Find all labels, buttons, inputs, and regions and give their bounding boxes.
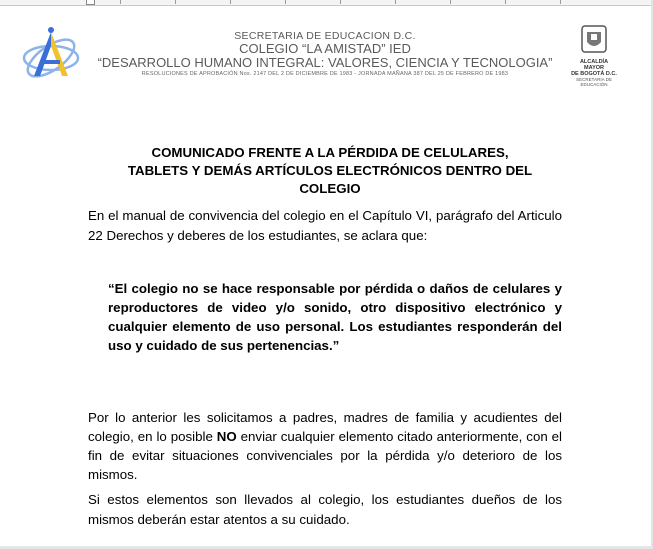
secretaria-line: SECRETARIA DE EDUCACION D.C.	[234, 30, 416, 42]
ruler-tick	[340, 0, 341, 4]
intro-paragraph: En el manual de convivencia del colegio en el Capítulo VI, parágrafo del Articulo 22 Derechos y deberes de los estudiantes, se aclara que:	[88, 208, 562, 243]
ruler-tick	[505, 0, 506, 4]
ruler-tick	[450, 0, 451, 4]
resolutions-line: RESOLUCIONES DE APROBACIÓN Nos. 2147 DEL 2 DE DICIEMBRE DE 1983 - JORNADA MAÑANA 387 DEL 25 DE FEBRERO DE 1983	[141, 71, 509, 77]
request-paragraph	[88, 408, 562, 484]
title-line: COLEGIO	[299, 181, 361, 196]
request-emphasis: NO	[216, 429, 237, 444]
indent-marker[interactable]	[86, 0, 95, 5]
alcaldia-line2: DE BOGOTÁ D.C.	[571, 71, 617, 77]
title-line: TABLETS Y DEMÁS ARTÍCULOS ELECTRÓNICOS DENTRO DEL	[127, 163, 533, 178]
ruler-tick	[560, 0, 561, 4]
letterhead	[90, 30, 560, 78]
alcaldia-logo	[570, 24, 618, 87]
document-title	[70, 144, 590, 198]
ruler-tick	[285, 0, 286, 4]
ruler-tick	[230, 0, 231, 4]
ruler-tick	[120, 0, 121, 4]
ruler-tick	[395, 0, 396, 4]
ruler-tick	[175, 0, 176, 4]
quoted-rule: “El colegio no se hace responsable por pérdida o daños de celulares y reproductores de video y/o sonido, otro dispositivo electrónico y cualquier elemento de uso personal. Los estudiantes responderán del uso y cuidado de sus pertenencias.”	[108, 281, 562, 353]
school-name: COLEGIO “LA AMISTAD” IED	[239, 41, 411, 56]
request-text-cont: enviar cualquier elemento citado anteriormente, con el fin de evitar situaciones convivenciales por la pérdida y/o deterioro de los mismos.	[88, 429, 562, 482]
closing-paragraph: Si estos elementos son llevados al colegio, los estudiantes dueños de los mismos deberán estar atentos a su cuidado.	[88, 492, 562, 527]
title-line: COMUNICADO FRENTE A LA PÉRDIDA DE CELULARES,	[151, 145, 509, 160]
ruler-bar	[0, 0, 653, 6]
request-text: Por lo anterior les solicitamos a padres, madres de familia y acudientes del colegio, en lo posible	[88, 410, 562, 444]
alcaldia-line3: SECRETARIA DE EDUCACIÓN	[576, 77, 612, 87]
coat-of-arms-icon	[579, 24, 609, 54]
alcaldia-line1: ALCALDÍA MAYOR	[579, 59, 609, 71]
school-logo	[18, 24, 84, 84]
school-motto: “DESARROLLO HUMANO INTEGRAL: VALORES, CIENCIA Y TECNOLOGIA”	[97, 55, 553, 70]
